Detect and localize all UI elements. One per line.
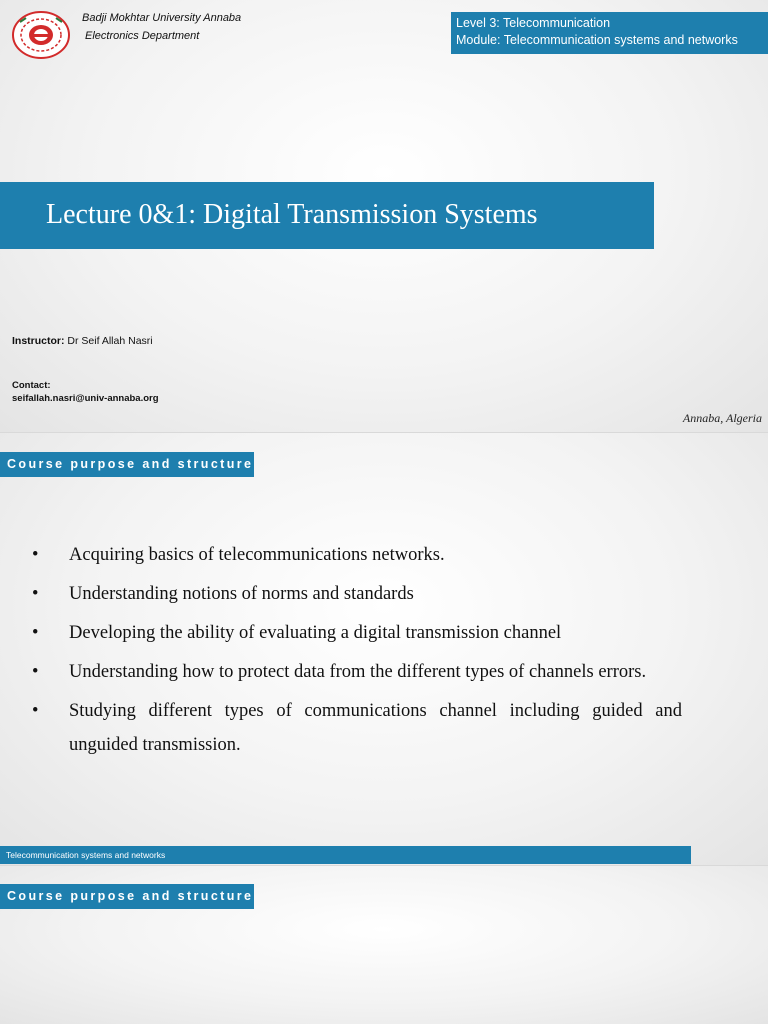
section-title: Course purpose and structure	[0, 884, 254, 909]
department-name: Electronics Department	[85, 30, 200, 42]
list-item: • Understanding how to protect data from the different types of channels errors.	[32, 655, 682, 689]
level-text: Level 3: Telecommunication	[456, 16, 611, 30]
instructor-label: Instructor:	[12, 335, 65, 347]
contact-label: Contact:	[12, 380, 51, 391]
title-slide	[0, 0, 768, 432]
course-purpose-slide	[0, 433, 768, 865]
university-logo-icon	[10, 8, 72, 60]
module-text: Module: Telecommunication systems and networks	[456, 33, 738, 47]
bullet-list	[32, 538, 682, 767]
footer-bar: Telecommunication systems and networks	[0, 846, 691, 864]
contact-email: seifallah.nasri@univ-annaba.org	[12, 393, 159, 404]
course-purpose-slide-2	[0, 866, 768, 1024]
list-item: • Developing the ability of evaluating a digital transmission channel	[32, 616, 682, 650]
location-text: Annaba, Algeria	[682, 411, 762, 425]
instructor-name: Dr Seif Allah Nasri	[64, 335, 153, 347]
university-name: Badji Mokhtar University Annaba	[82, 12, 242, 24]
lecture-title: Lecture 0&1: Digital Transmission Systems	[46, 199, 538, 230]
instructor-line	[12, 335, 153, 347]
section-title: Course purpose and structure	[0, 452, 254, 477]
list-item: • Understanding notions of norms and standards	[32, 577, 682, 611]
list-item: • Studying different types of communications channel including guided and unguided transmission.	[32, 694, 682, 762]
list-item: • Acquiring basics of telecommunications networks.	[32, 538, 682, 572]
course-info-box	[451, 12, 768, 54]
